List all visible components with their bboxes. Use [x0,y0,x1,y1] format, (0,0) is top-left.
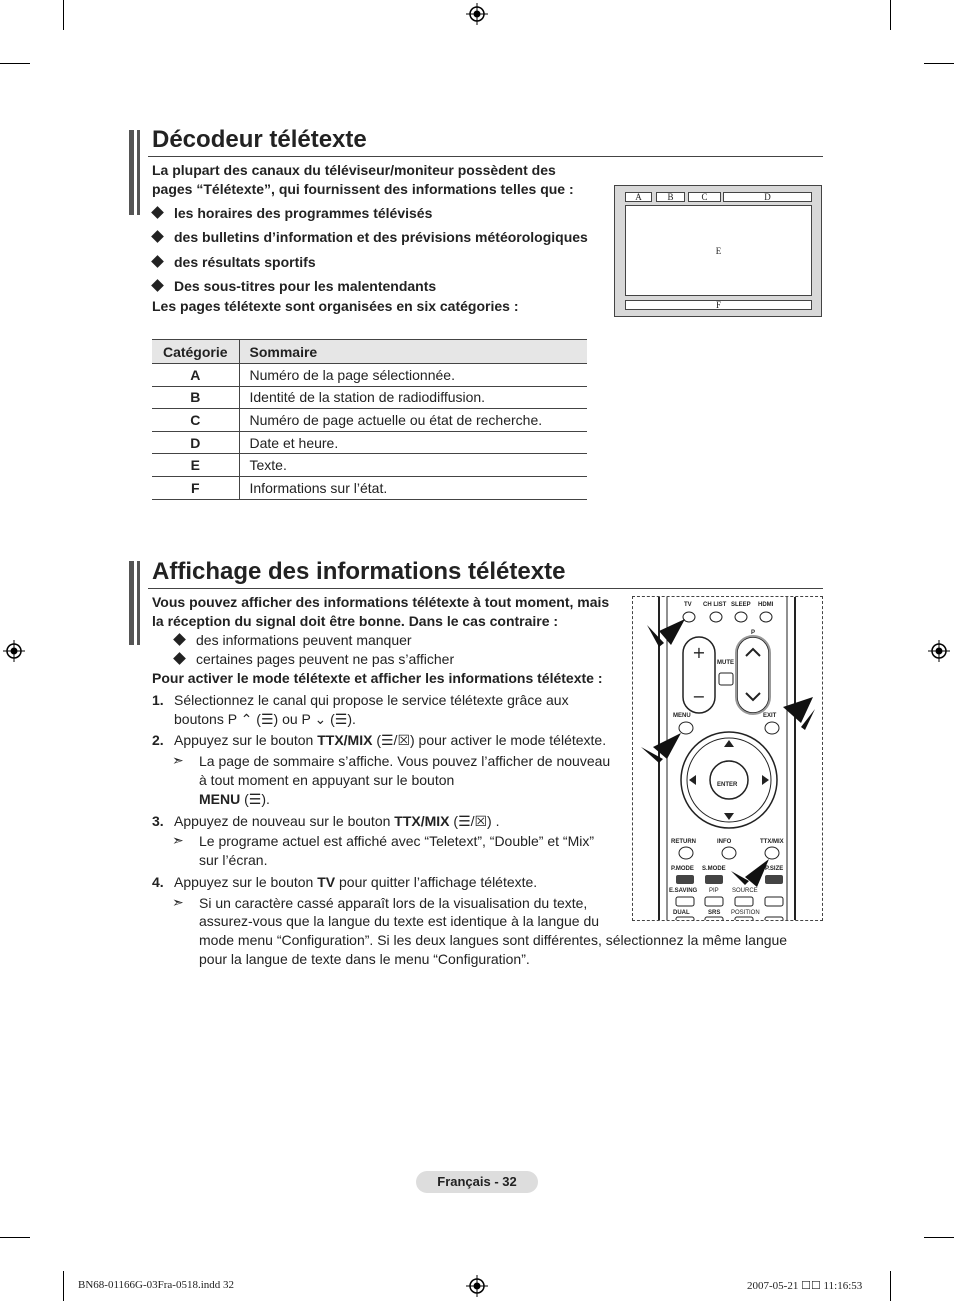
remote-body [633,597,823,921]
table-cell: Numéro de page actuelle ou état de recherche. [239,409,587,432]
table-header: Sommaire [239,340,587,364]
section-rule [148,156,823,157]
ttxmix-button-label: TTX/MIX [760,839,784,845]
crop-mark [924,1237,954,1238]
dual-button-label: DUAL [673,910,690,916]
table-cell: E [152,454,239,477]
section-bar [129,561,143,645]
note-arrow-icon: ➣ [172,752,184,768]
screen-zone-a: A [625,192,652,202]
step-text: Appuyez sur le bouton TTX/MIX (☰/☒) pour activer le mode télétexte. [174,732,607,748]
list-item: des informations peuvent manquer [175,631,412,650]
teletext-screen-diagram [614,185,822,317]
table-cell: Numéro de la page sélectionnée. [239,364,587,387]
table-cell: Identité de la station de radiodiffusion. [239,386,587,409]
pages-text: Les pages télétexte sont organisées en six catégories : [152,298,519,314]
table-row [152,364,587,387]
page-number-badge: Français - 32 [416,1171,538,1193]
pip-button-label: PIP [709,888,719,894]
note-text: MENU (☰). [199,791,270,807]
table-row [152,386,587,409]
step-number: 4. [152,874,164,890]
note-text: pour la langue de texte dans le menu “Configuration”. [199,951,530,967]
source-button-label: SOURCE [732,888,758,894]
note-text: La page de sommaire s’affiche. Vous pouvez l’afficher de nouveau [199,753,611,769]
screen-zone-c: C [688,192,721,202]
list-item: Des sous-titres pour les malentendants [153,278,436,294]
step-number: 2. [152,732,164,748]
list-item: les horaires des programmes télévisés [153,205,432,221]
table-cell: Texte. [239,454,587,477]
note-text: mode menu “Configuration”. Si les deux langues sont différentes, sélectionnez la même langue [199,932,788,948]
section-rule [148,588,823,589]
enter-button-label: ENTER [717,782,738,788]
svg-text:+: + [692,643,706,662]
intro-text: Vous pouvez afficher des informations télétexte à tout moment, mais [152,594,610,610]
sleep-button-label: SLEEP [731,602,751,608]
print-date: 2007-05-21 ☐☐ 11:16:53 [747,1280,863,1292]
step-text: Appuyez de nouveau sur le bouton TTX/MIX (☰/☒) . [174,813,500,829]
list-item: certaines pages peuvent ne pas s’afficher [175,650,454,669]
table-cell: F [152,476,239,499]
screen-zone-d: D [723,192,812,202]
crop-mark [924,63,954,64]
screen-zone-e: E [625,205,812,296]
list-item: des bulletins d’information et des prévisions météorologiques [153,229,588,245]
activate-heading: Pour activer le mode télétexte et afficher les informations télétexte : [152,670,603,686]
crop-mark [0,63,30,64]
step-number: 1. [152,692,164,708]
step-number: 3. [152,813,164,829]
file-info: BN68-01166G-03Fra-0518.indd 32 [78,1279,235,1291]
table-row [152,431,587,454]
crop-mark [63,0,64,30]
crop-mark [890,0,891,30]
section-bar [129,130,143,215]
intro-text: la réception du signal doit être bonne. Dans le cas contraire : [152,613,559,629]
crop-mark [890,1271,891,1301]
table-cell: Date et heure. [239,431,587,454]
intro-text: pages “Télétexte”, qui fournissent des informations telles que : [152,181,574,197]
remote-control-illustration [632,596,823,921]
svg-text:−: − [692,687,706,706]
crop-mark [0,1237,30,1238]
hdmi-button-label: HDMI [758,602,774,608]
category-table [152,339,587,500]
table-cell: A [152,364,239,387]
table-row [152,409,587,432]
menu-button-label: MENU [673,713,691,719]
screen-zone-b: B [656,192,685,202]
crop-mark [63,1271,64,1301]
note-arrow-icon: ➣ [172,894,184,910]
note-text: assurez-vous que la langue du texte est identique à la langue du [199,913,600,929]
position-button-label: POSITION [731,910,760,916]
note-text: Le programe actuel est affiché avec “Teletext”, “Double” et “Mix” [199,833,595,849]
table-cell: Informations sur l’état. [239,476,587,499]
table-cell: C [152,409,239,432]
pmode-button-label: P.MODE [671,866,694,872]
mute-button-label: MUTE [717,660,734,666]
list-item: des résultats sportifs [153,254,316,270]
note-text: Si un caractère cassé apparaît lors de la visualisation du texte, [199,895,588,911]
smode-button-label: S.MODE [702,866,726,872]
section-title-decodeur: Décodeur télétexte [152,126,367,153]
p-label: P [751,630,756,636]
screen-zone-f: F [625,300,812,310]
chlist-button-label: CH LIST [703,602,727,608]
registration-mark-icon [466,1275,488,1297]
info-button-label: INFO [717,839,732,845]
srs-button-label: SRS [708,910,721,916]
table-row [152,454,587,477]
step-text: boutons P ⌃ (☰) ou P ⌄ (☰). [174,711,356,727]
esaving-button-label: E.SAVING [669,888,698,894]
registration-mark-icon [928,640,950,662]
registration-mark-icon [466,3,488,25]
table-row [152,476,587,499]
return-button-label: RETURN [671,839,696,845]
section-title-affichage: Affichage des informations télétexte [152,558,566,585]
table-cell: B [152,386,239,409]
tv-button-label: TV [684,602,692,608]
step-text: Sélectionnez le canal qui propose le service télétexte grâce aux [174,692,569,708]
note-text: sur l’écran. [199,852,268,868]
intro-text: La plupart des canaux du téléviseur/moniteur possèdent des [152,162,556,178]
exit-button-label: EXIT [763,713,777,719]
psize-button-label: P.SIZE [765,866,784,872]
registration-mark-icon [3,640,25,662]
table-header: Catégorie [152,340,239,364]
note-text: à tout moment en appuyant sur le bouton [199,772,455,788]
note-arrow-icon: ➣ [172,832,184,848]
table-cell: D [152,431,239,454]
step-text: Appuyez sur le bouton TV pour quitter l’affichage télétexte. [174,874,538,890]
